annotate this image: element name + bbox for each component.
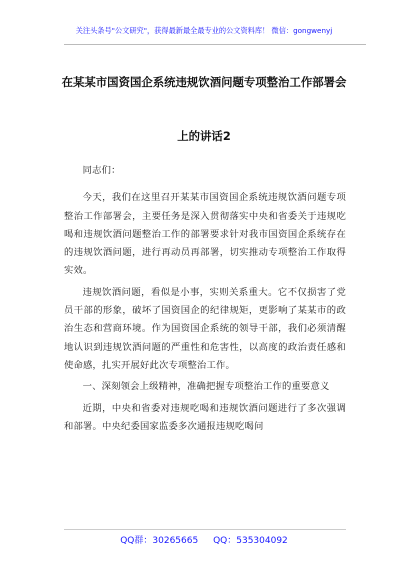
header-divider [64, 44, 366, 45]
paragraph-significance: 违规饮酒问题，看似是小事，实则关系重大。它不仅损害了党员干部的形象，破坏了国资国企的纪律规矩，更影响了某某市的政治生态和营商环境。作为国资国企系统的领导干部，我们必须清醒地认识到违规饮酒问题的严重性和危害性，以高度的政治责任感和使命感，扎实开展好此次专项整治工作。 [64, 286, 346, 371]
document-title-line1: 在某某市国资国企系统违规饮酒问题专项整治工作部署会 [61, 75, 347, 89]
salutation: 同志们： [82, 165, 121, 176]
document-title-line2: 上的讲话2 [177, 129, 231, 143]
paragraph-intro: 今天，我们在这里召开某某市国资国企系统违规饮酒问题专项整治工作部署会，主要任务是深入贯彻落实中央和省委关于违规吃喝和违规饮酒问题整治工作的部署要求针对我市国资国企系统存在的违规饮酒问题，进行再动员再部署，切实推动专项整治工作取得实效。 [64, 192, 346, 277]
footer-divider [64, 529, 346, 530]
page-footer [0, 533, 408, 546]
document-body [64, 162, 346, 439]
page-header-promo: 关注头条号"公文研究"，获得最新最全最专业的公文资料库！ 微信：gongwenyj [75, 26, 333, 35]
footer-qq: QQ：535304092 [213, 536, 288, 546]
footer-qq-group: QQ群：30265665 [120, 536, 199, 546]
section-heading-1: 一、深刻领会上级精神，准确把握专项整治工作的重要意义 [82, 381, 330, 393]
paragraph-recent: 近期，中央和省委对违规吃喝和违规饮酒问题进行了多次强调和部署。中央纪委国家监委多次通报违规吃喝问 [64, 402, 346, 432]
